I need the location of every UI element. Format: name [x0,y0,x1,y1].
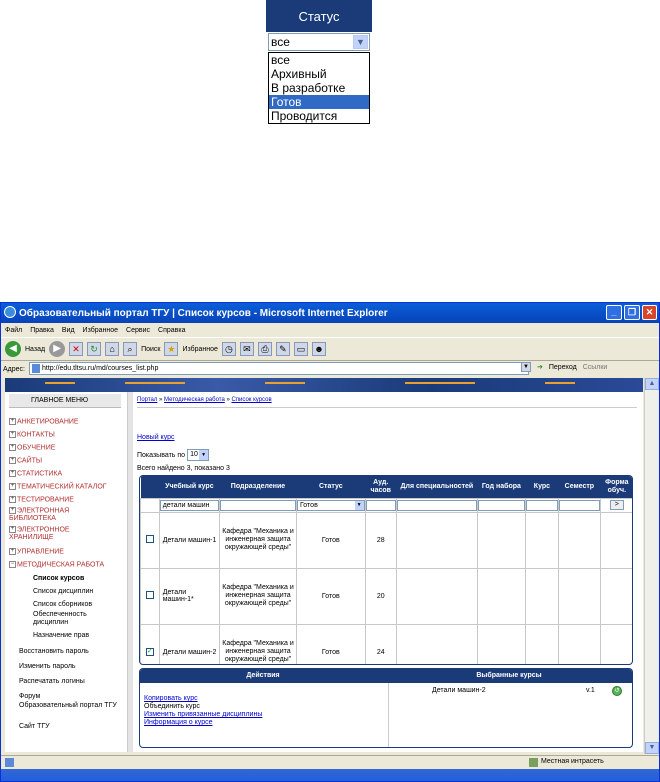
status-option[interactable]: В разработке [271,81,346,95]
sidebar-item-surveys[interactable]: + АНКЕТИРОВАНИЕ [10,418,79,426]
sidebar-item-methodical[interactable]: − МЕТОДИЧЕСКАЯ РАБОТА [10,561,105,569]
dept-filter-input[interactable] [220,500,296,511]
status-filter-select[interactable]: Готов ▼ [297,500,365,511]
course-info-link[interactable]: Информация о курсе [144,719,213,726]
courses-table-box [139,475,633,665]
show-by-label: Показывать по [137,451,186,459]
chevron-down-icon: ▼ [355,501,364,510]
scroll-up-icon[interactable]: ▲ [645,378,659,390]
status-option[interactable]: Проводится [271,109,338,123]
found-count: Всего найдено 3, показано 3 [137,465,230,472]
col-year[interactable]: Год набора [477,476,525,498]
panel-divider[interactable] [127,392,133,752]
row-checkbox[interactable] [146,535,154,543]
change-disciplines-link[interactable]: Изменить привязанные дисциплины [144,711,263,718]
browser-window [0,302,660,782]
sidebar-subitem-provision[interactable]: Обеспеченность дисциплин [33,611,87,626]
menu-view[interactable]: Вид [61,326,75,334]
back-icon[interactable]: ◀ [5,341,21,357]
favorites-icon[interactable]: ★ [164,342,178,356]
print-icon[interactable]: ⎙ [258,342,272,356]
row-checkbox[interactable] [146,591,154,599]
status-option-highlighted[interactable]: Готов [269,95,369,109]
address-label: Адрес: [3,365,25,373]
status-header-label: Статус [298,8,340,24]
sidebar-subitem-collections[interactable]: Список сборников [33,601,93,608]
go-button[interactable]: Переход [548,363,577,371]
show-by-select[interactable]: 10 ▼ [187,449,209,461]
edit-icon[interactable]: ✎ [276,342,290,356]
sidebar-subitem-courses[interactable]: Список курсов [33,575,85,582]
address-input[interactable] [29,362,529,375]
new-course-link[interactable]: Новый курс [137,434,175,441]
spec-filter-input[interactable] [397,500,477,511]
status-select-zoom[interactable] [268,33,370,51]
toolbar [1,337,659,361]
breadcrumb: Портал » Методическая работа » Список курсов [137,397,272,403]
divider [137,407,637,408]
forward-icon[interactable]: ▶ [49,341,65,357]
stop-icon[interactable]: ✕ [69,342,83,356]
sidebar-item-storage[interactable]: + ЭЛЕКТРОННОЕ ХРАНИЛИЩЕ [9,526,70,542]
change-password-link[interactable]: Изменить пароль [19,663,76,670]
portal-banner [5,378,643,392]
intranet-icon [529,758,538,767]
menu-help[interactable]: Справка [158,326,186,334]
sidebar-item-library[interactable]: + ЭЛЕКТРОННАЯ БИБЛИОТЕКА [9,507,70,523]
print-logins-link[interactable]: Распечатать логины [19,678,85,685]
sidebar-header[interactable]: ГЛАВНОЕ МЕНЮ [9,394,121,408]
main-content [135,392,643,752]
address-bar [1,361,659,377]
minimize-button[interactable]: _ [606,305,622,320]
forum-link[interactable]: Форум [19,693,41,700]
page-content [5,392,643,752]
status-select-value: все [271,35,290,49]
taskbar [1,769,659,781]
copy-course-link[interactable]: Копировать курс [144,695,198,702]
search-label[interactable]: Поиск [141,345,161,353]
col-semester[interactable]: Семестр [559,476,601,498]
status-bar [1,755,659,769]
scroll-down-icon[interactable]: ▼ [645,742,659,754]
breadcrumb-courses[interactable]: Список курсов [231,397,272,403]
course-year-filter-input[interactable] [526,500,558,511]
menu-bar [1,323,659,337]
col-course-year[interactable]: Курс [525,476,558,498]
col-status[interactable]: Статус [296,476,365,498]
table-header-row [141,476,634,498]
hours-filter-input[interactable] [366,500,396,511]
sidebar-item-management[interactable]: + УПРАВЛЕНИЕ [10,548,64,556]
sidebar-item-sites[interactable]: + САЙТЫ [10,457,43,465]
actions-panel [139,668,633,748]
mail-icon[interactable]: ✉ [240,342,254,356]
selected-course-version: v.1 [586,687,595,694]
menu-file[interactable]: Файл [5,326,23,334]
col-form[interactable]: Форма обуч. [600,476,633,498]
cell-course: Детали машин-1 [159,512,219,568]
col-course[interactable]: Учебный курс [159,476,219,498]
sidebar-item-statistics[interactable]: + СТАТИСТИКА [10,470,63,478]
breadcrumb-portal[interactable]: Портал [137,397,158,403]
refresh-icon[interactable]: ↻ [87,342,101,356]
restore-password-link[interactable]: Восстановить пароль [19,648,89,655]
sidebar-subitem-disciplines[interactable]: Список дисциплин [33,588,94,595]
menu-tools[interactable]: Сервис [126,326,151,334]
portal-link[interactable]: Образовательный портал ТГУ [19,702,117,709]
breadcrumb-methodical[interactable]: Методическая работа [164,397,225,403]
sidebar-item-contacts[interactable]: + КОНТАКТЫ [10,431,55,439]
favorites-label[interactable]: Избранное [182,345,218,353]
col-hours[interactable]: Ауд. часов [365,476,396,498]
cell-dept: Кафедра "Механика и инженерная защита окружающей среды" [220,568,297,624]
cell-status: Готов [296,568,365,624]
status-column-header-zoom [266,0,372,32]
col-dept[interactable]: Подразделение [220,476,297,498]
sidebar-subitem-rights[interactable]: Назначение прав [33,632,90,639]
maximize-button[interactable]: ❐ [624,305,640,320]
merge-course-text: Объединить курс [144,703,200,710]
show-by-control [137,449,209,461]
sidebar [5,392,125,752]
close-button[interactable]: ✕ [642,305,657,320]
filter-apply-button[interactable]: > [610,500,624,510]
course-filter-input[interactable]: детали машин [160,500,219,511]
remove-course-icon[interactable]: ↺ [612,686,622,696]
sidebar-item-testing[interactable]: + ТЕСТИРОВАНИЕ [10,496,74,504]
cell-status: Готов [296,512,365,568]
window-title: Образовательный портал ТГУ | Список курсов - Microsoft Internet Explorer [19,307,388,319]
tgu-site-link[interactable]: Сайт ТГУ [19,723,50,730]
status-options-list [268,52,370,124]
chevron-down-icon[interactable]: ▼ [521,362,531,372]
year-filter-input[interactable] [478,500,525,511]
status-option[interactable]: все [271,53,290,67]
cell-dept: Кафедра "Механика и инженерная защита окружающей среды" [220,512,297,568]
title-bar [1,303,659,323]
cell-dept: Кафедра "Механика и инженерная защита окружающей среды" [220,624,297,665]
cell-course: Детали машин-1* [159,568,219,624]
menu-edit[interactable]: Правка [30,326,54,334]
page-status-icon [5,758,14,767]
folder-icon[interactable]: ▭ [294,342,308,356]
courses-table [140,476,633,665]
links-label[interactable]: Ссылки [582,363,608,371]
cell-hours: 24 [365,624,396,665]
col-specialties[interactable]: Для специальностей [396,476,477,498]
address-value: http://edu.tltsu.ru/md/courses_list.php [42,365,159,372]
home-icon[interactable]: ⌂ [105,342,119,356]
row-checkbox-checked[interactable]: ✓ [146,648,153,655]
messenger-icon[interactable]: ☻ [312,342,326,356]
table-row [141,568,634,624]
actions-divider [388,683,389,748]
menu-favorites[interactable]: Избранное [82,326,119,334]
back-label[interactable]: Назад [25,345,46,353]
semester-filter-input[interactable] [559,500,600,511]
go-arrow-icon[interactable]: ➔ [537,364,543,371]
chevron-down-icon[interactable]: ▼ [353,35,368,49]
search-icon[interactable]: ⌕ [123,342,137,356]
table-row [141,624,634,665]
actions-header [140,669,632,683]
status-option[interactable]: Архивный [271,67,327,81]
actions-title: Действия [246,672,280,679]
cell-hours: 20 [365,568,396,624]
table-row [141,512,634,568]
cell-course: Детали машин-2 [159,624,219,665]
vertical-scrollbar[interactable] [644,378,658,754]
selected-course-name: Детали машин-2 [432,687,486,694]
zone-label: Местная интрасеть [541,758,604,765]
ie-icon [4,306,16,318]
page-icon [32,364,40,373]
cell-hours: 28 [365,512,396,568]
chevron-down-icon: ▼ [199,450,208,460]
cell-status: Готов [296,624,365,665]
filter-row [141,498,634,512]
sidebar-item-education[interactable]: + ОБУЧЕНИЕ [10,444,56,452]
selected-courses-title: Выбранные курсы [476,672,542,679]
history-icon[interactable]: ◷ [222,342,236,356]
sidebar-item-catalog[interactable]: + ТЕМАТИЧЕСКИЙ КАТАЛОГ [10,483,107,491]
